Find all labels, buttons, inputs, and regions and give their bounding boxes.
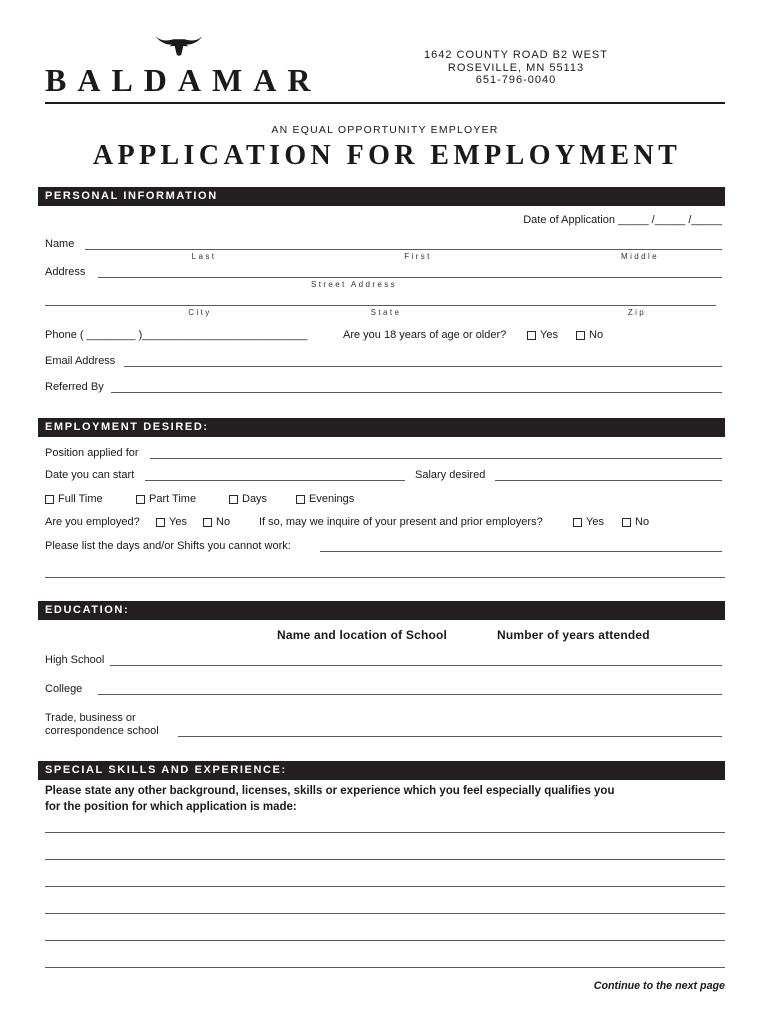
high-school-label: High School [45,654,105,666]
header-divider [45,102,725,104]
years-attended-column-header: Number of years attended [497,628,650,642]
company-logo-text: BALDAMAR [45,62,322,98]
school-name-column-header: Name and location of School [277,628,448,642]
section-heading: PERSONAL INFORMATION [45,190,218,202]
continue-next-page-note: Continue to the next page [593,980,725,992]
phone-label: Phone ( [45,329,84,341]
section-heading: EMPLOYMENT DESIRED: [45,421,209,433]
age-no-option[interactable] [576,329,603,342]
unavailable-shifts-label: Please list the days and/or Shifts you cannot work: [45,540,291,552]
section-heading: SPECIAL SKILLS AND EXPERIENCE: [45,764,287,776]
section-bar-skills [38,761,725,780]
start-date-field[interactable] [145,480,405,481]
checkbox[interactable] [622,518,631,527]
city-caption: City [188,308,212,317]
position-label: Position applied for [45,447,139,459]
skills-answer-line[interactable] [45,913,725,914]
checkbox[interactable] [156,518,165,527]
age-yes-option[interactable] [527,329,558,342]
first-name-caption: First [404,252,432,261]
eoe-tagline: AN EQUAL OPPORTUNITY EMPLOYER [271,124,499,136]
inquire-yes-option[interactable] [573,516,604,529]
checkbox[interactable] [527,331,536,340]
section-heading: EDUCATION: [45,604,130,616]
college-field[interactable] [98,694,722,695]
skills-prompt-line-2: for the position for which application is made: [45,801,297,813]
email-field[interactable] [124,366,722,367]
option-label: No [635,516,650,528]
email-label: Email Address [45,355,116,367]
position-field[interactable] [150,458,722,459]
age-question: Are you 18 years of age or older? [343,329,507,341]
employed-yes-option[interactable] [156,516,187,529]
phone-row [45,329,307,342]
skills-answer-line[interactable] [45,886,725,887]
high-school-field[interactable] [110,665,722,666]
trade-school-label-line-1: Trade, business or [45,712,136,724]
full-time-option[interactable] [45,493,103,506]
longhorn-icon [155,35,203,57]
employed-no-option[interactable] [203,516,230,529]
address-label: Address [45,266,86,278]
inquire-no-option[interactable] [622,516,649,529]
city-state-zip-field[interactable] [45,305,716,306]
option-label: Evenings [309,493,355,505]
option-label: Full Time [58,493,103,505]
last-name-caption: Last [191,252,217,261]
salary-field[interactable] [495,480,722,481]
employed-question: Are you employed? [45,516,140,528]
skills-answer-line[interactable] [45,967,725,968]
zip-caption: Zip [627,308,647,317]
name-label: Name [45,238,75,250]
unavailable-shifts-field-line-2[interactable] [45,577,725,578]
trade-school-label-line-2: correspondence school [45,725,159,737]
phone-number-field[interactable]: ___________________________ [142,329,308,341]
checkbox[interactable] [229,495,238,504]
option-label: Part Time [149,493,197,505]
name-field[interactable] [85,249,722,250]
unavailable-shifts-field[interactable] [320,551,722,552]
address-city: ROSEVILLE, MN 55113 [447,61,585,74]
referred-by-label: Referred By [45,381,104,393]
evenings-option[interactable] [296,493,354,506]
state-caption: State [370,308,402,317]
option-label: Days [242,493,268,505]
checkbox[interactable] [203,518,212,527]
checkbox[interactable] [136,495,145,504]
start-date-label: Date you can start [45,469,135,481]
trade-school-field[interactable] [178,736,722,737]
option-label: Yes [586,516,604,528]
section-bar-personal [38,187,725,206]
option-label: Yes [540,329,558,341]
salary-label: Salary desired [415,469,486,481]
option-label: Yes [169,516,187,528]
company-phone: 651-796-0040 [475,74,557,86]
company-address [396,49,636,87]
street-address-field[interactable] [98,277,722,278]
checkbox[interactable] [45,495,54,504]
college-label: College [45,683,83,695]
checkbox[interactable] [573,518,582,527]
date-of-application [523,214,722,227]
date-of-application-field[interactable]: _____ /_____ /_____ [618,214,722,226]
section-bar-employment [38,418,725,437]
skills-answer-line[interactable] [45,832,725,833]
part-time-option[interactable] [136,493,196,506]
days-option[interactable] [229,493,267,506]
option-label: No [216,516,231,528]
checkbox[interactable] [296,495,305,504]
checkbox[interactable] [576,331,585,340]
skills-prompt-line-1: Please state any other background, licenses, skills or experience which you feel especially qualifies you [45,785,615,797]
section-bar-education [38,601,725,620]
date-of-application-label: Date of Application [523,214,615,226]
middle-name-caption: Middle [621,252,659,261]
phone-paren: ) [138,329,143,341]
referred-by-field[interactable] [111,392,722,393]
street-address-caption: Street Address [310,280,398,289]
option-label: No [589,329,604,341]
skills-answer-line[interactable] [45,940,725,941]
inquire-question: If so, may we inquire of your present and prior employers? [259,516,543,528]
skills-answer-line[interactable] [45,859,725,860]
address-street: 1642 COUNTY ROAD B2 WEST [424,49,608,61]
form-title: APPLICATION FOR EMPLOYMENT [92,140,682,171]
area-code-field[interactable]: ________ [86,329,136,341]
